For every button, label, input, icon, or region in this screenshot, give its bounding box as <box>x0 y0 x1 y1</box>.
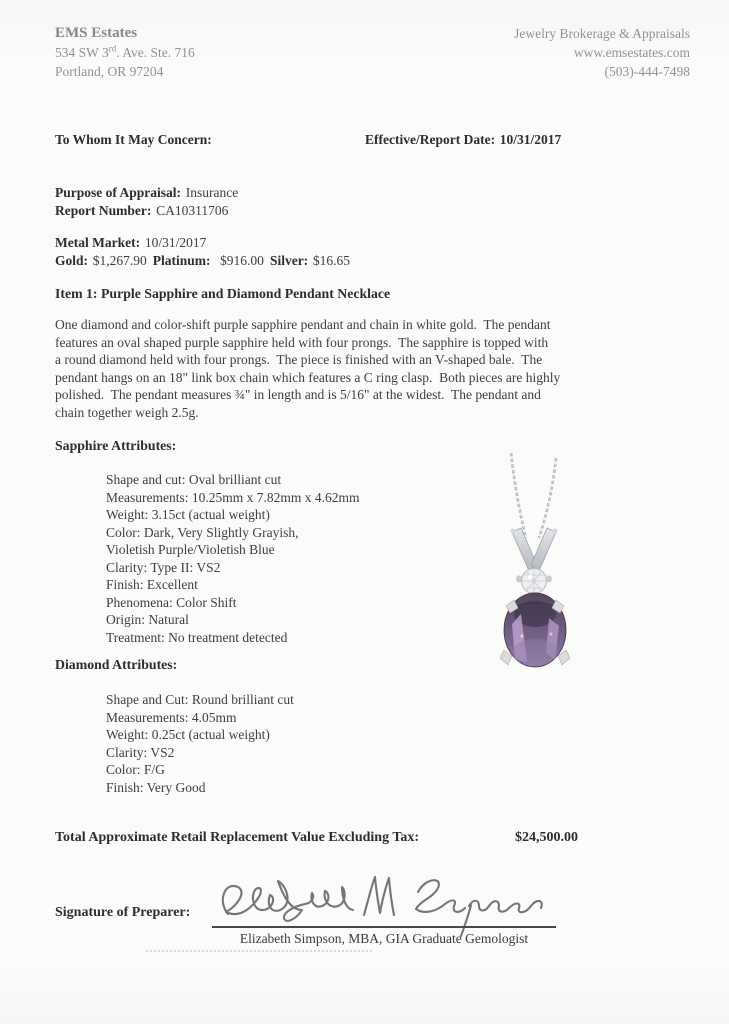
diamond-attributes-list <box>106 691 294 796</box>
sapphire-treatment: Treatment: No treatment detected <box>106 629 288 645</box>
letterhead-company-block <box>55 24 195 81</box>
company-phone: (503)-444-7498 <box>604 64 690 79</box>
letterhead-contact-block <box>514 24 690 81</box>
salutation: To Whom It May Concern: <box>55 132 212 147</box>
purpose-block <box>55 184 238 219</box>
sapphire-attributes-heading: Sapphire Attributes: <box>55 438 177 453</box>
v-bale <box>510 528 557 571</box>
metal-prices-row: Gold: $1,267.90 Platinum: $916.00 Silver: $16.65 <box>55 252 351 268</box>
total-value-row <box>55 829 419 847</box>
total-value-amount: $24,500.00 <box>515 830 578 845</box>
diamond-weight: Weight: 0.25ct (actual weight) <box>106 727 270 742</box>
sapphire-clarity: Clarity: Type II: VS2 <box>106 559 221 575</box>
company-address-line: 534 SW 3rd. Ave. Ste. 716 <box>55 43 195 60</box>
diamond-shape: Shape and Cut: Round brilliant cut <box>106 692 294 707</box>
purpose-row: Purpose of Appraisal: Insurance <box>55 185 239 200</box>
report-number-value: CA10311706 <box>156 202 229 218</box>
signature-handwriting <box>212 868 562 940</box>
sapphire-origin: Origin: Natural <box>106 612 189 627</box>
sapphire-phenomena: Phenomena: Color Shift <box>106 594 237 610</box>
diamond-attributes-heading: Diamond Attributes: <box>55 657 178 672</box>
platinum-price: $916.00 <box>220 252 264 268</box>
silver-price: $16.65 <box>312 252 351 268</box>
company-website: www.emsestates.com <box>573 45 690 60</box>
item-title: Item 1: Purple Sapphire and Diamond Pendant Necklace <box>55 286 391 301</box>
company-tagline: Jewelry Brokerage & Appraisals <box>514 26 690 41</box>
oval-sapphire-gem <box>500 593 570 667</box>
metal-market-date-row: Metal Market: 10/31/2017 <box>55 235 207 250</box>
signature-label: Signature of Preparer: <box>55 905 191 920</box>
effective-date-value: 10/31/2017 <box>499 132 562 147</box>
necklace-chain <box>511 453 556 538</box>
total-value-label: Total Approximate Retail Replacement Value Excluding Tax: <box>55 830 420 845</box>
diamond-finish: Finish: Very Good <box>106 779 206 795</box>
sapphire-color-1: Color: Dark, Very Slightly Grayish, <box>106 524 299 540</box>
purpose-value: Insurance <box>185 185 239 200</box>
diamond-measurements: Measurements: 4.05mm <box>106 709 237 725</box>
pendant-photo <box>452 438 652 678</box>
effective-date-row <box>365 131 561 149</box>
preparer-name-title: Elizabeth Simpson, MBA, GIA Graduate Gemologist <box>239 931 529 946</box>
company-city-line: Portland, OR 97204 <box>55 64 164 79</box>
report-number-row: Report Number: CA10311706 <box>55 202 229 218</box>
scan-artifact-dotted-line <box>146 950 372 952</box>
metal-market-block <box>55 234 350 269</box>
sapphire-weight: Weight: 3.15ct (actual weight) <box>106 507 270 522</box>
item-description: One diamond and color-shift purple sapphire pendant and chain in white gold. The pendant features an oval shaped purple sapphire held with four prongs. The sapphire is topped with a round diamond held with four prongs. The piece is finished with an V-shaped bale. The pendant hangs on an 18" link box chain which features a C ring clasp. Both pieces are highly polished. The pendant measures ¾" in length and is 5/16" at the widest. The pendant and chain together weigh 2.5g. <box>55 317 561 420</box>
sapphire-attributes-list <box>106 471 359 646</box>
sapphire-shape: Shape and cut: Oval brilliant cut <box>106 472 282 487</box>
diamond-clarity: Clarity: VS2 <box>106 744 175 760</box>
signature-line <box>212 926 556 928</box>
sapphire-measurements: Measurements: 10.25mm x 7.82mm x 4.62mm <box>106 489 360 505</box>
sapphire-color-2: Violetish Purple/Violetish Blue <box>106 542 275 557</box>
diamond-color: Color: F/G <box>106 762 165 777</box>
gold-price: $1,267.90 <box>92 252 147 268</box>
metal-market-date: 10/31/2017 <box>144 235 207 250</box>
effective-date-label: Effective/Report Date: <box>365 132 496 147</box>
sapphire-finish: Finish: Excellent <box>106 577 198 592</box>
company-name: EMS Estates <box>55 25 138 41</box>
